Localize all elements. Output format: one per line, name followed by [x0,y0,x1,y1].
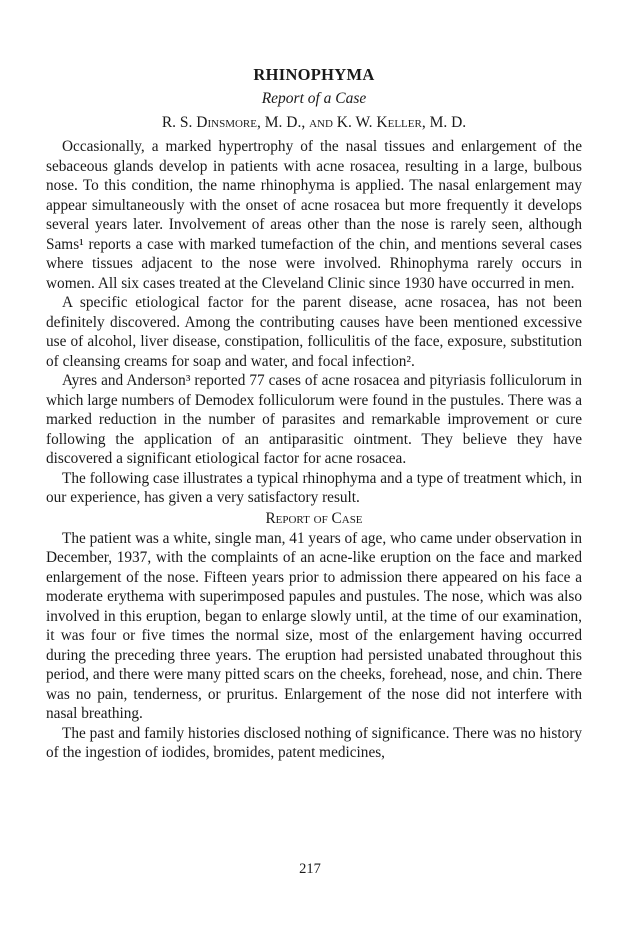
article-subtitle: Report of a Case [261,90,367,107]
body-paragraph: Occasionally, a marked hypertrophy of the nasal tissues and enlargement of the sebaceous glands develop in patients with acne rosacea, resulting in a large, bulbous nose. To this condition, the name rhinophyma is applied. The nasal enlargement may appear simultaneously with the onset of acne rosacea but more frequently it develops several years later. Involvement of areas other than the nose is rarely seen, although Sams¹ reports a case with marked tumefaction of the chin, and mentions several cases where tissues adjacent to the nose were involved. Rhinophyma rarely occurs in women. All six cases treated at the Cleveland Clinic since 1930 have occurred in men. [46,138,582,292]
page-number: 217 [299,861,321,877]
section-heading: Report of Case [265,509,363,527]
body-paragraph: A specific etiological factor for the parent disease, acne rosacea, has not been definitely discovered. Among the contributing causes have been mentioned excessive use of alcohol, liver disease, constipation, folliculitis of the face, exposure, substitution of cleansing creams for soap and water, and focal infection². [46,294,582,370]
case-paragraph: The patient was a white, single man, 41 years of age, who came under observation in December, 1937, with the complaints of an acne-like eruption on the face and marked enlargement of the nose. Fifteen years prior to admission there appeared on his face a moderate erythema with superimposed papules and pustules. The nose, which was also involved in this eruption, began to enlarge slowly until, at the time of our examination, it was four or five times the normal size, most of the enlargement having occurred during the preceding three years. The eruption had persisted unabated throughout this period, and there were many pitted scars on the cheeks, forehead, nose, and chin. There was no pain, tenderness, or pruritus. Enlargement of the nose did not interfere with nasal breathing. [46,529,582,722]
article-authors: R. S. Dinsmore, M. D., and K. W. Keller, M. D. [161,114,467,131]
article-title: RHINOPHYMA [253,65,375,84]
body-paragraph: Ayres and Anderson³ reported 77 cases of acne rosacea and pityriasis folliculorum in which large numbers of Demodex folliculorum were found in the pustules. There was a marked reduction in the number of parasites and remarkable improvement or cure following the application of an antiparasitic ointment. They believe they have discovered a significant etiological factor for acne rosacea. [46,372,582,467]
case-paragraph: The past and family histories disclosed nothing of significance. There was no history of the ingestion of iodides, bromides, patent medicines, [46,724,582,761]
body-paragraph: The following case illustrates a typical rhinophyma and a type of treatment which, in our experience, has given a very satisfactory result. [46,469,582,506]
